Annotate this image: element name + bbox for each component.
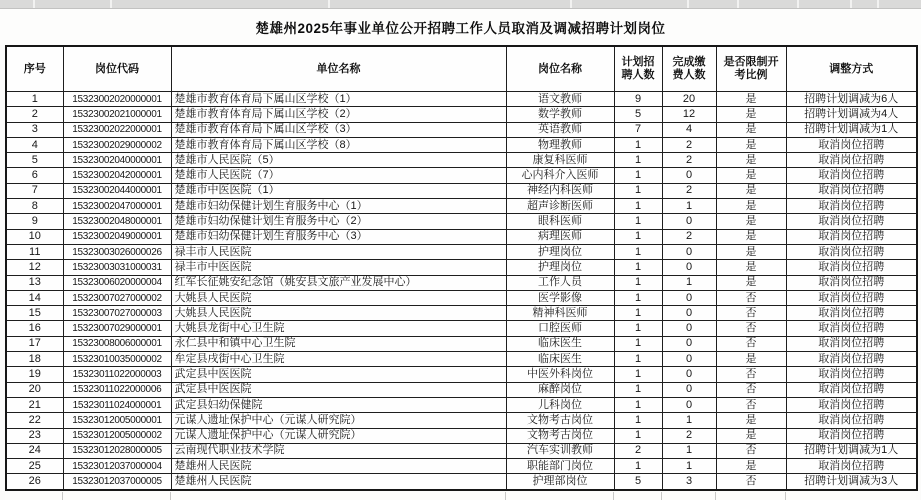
cell-unit: 楚雄州人民医院 bbox=[171, 474, 506, 490]
cell-ratio-limit: 是 bbox=[716, 275, 786, 290]
cell-ratio-limit: 是 bbox=[716, 229, 786, 244]
cell-unit: 楚雄市人民医院（5） bbox=[171, 153, 506, 168]
col-header-paid: 完成缴费人数 bbox=[662, 46, 716, 92]
cell-ratio-limit: 否 bbox=[716, 367, 786, 382]
cell-divider bbox=[328, 0, 330, 8]
cell-unit: 牟定县戌街中心卫生院 bbox=[171, 352, 506, 367]
cell-divider bbox=[33, 0, 35, 8]
cell-divider bbox=[661, 492, 662, 500]
cell-unit: 禄丰市中医医院 bbox=[171, 260, 506, 275]
cell-paid: 2 bbox=[662, 137, 716, 152]
cell-planned: 1 bbox=[614, 260, 662, 275]
cell-adjustment: 取消岗位招聘 bbox=[786, 413, 917, 428]
cell-adjustment: 招聘计划调减为1人 bbox=[786, 443, 917, 458]
cell-paid: 1 bbox=[662, 275, 716, 290]
cell-position: 工作人员 bbox=[506, 275, 614, 290]
cell-unit: 永仁县中和镇中心卫生院 bbox=[171, 336, 506, 351]
cell-code: 15323002049000001 bbox=[63, 229, 171, 244]
cell-adjustment: 取消岗位招聘 bbox=[786, 290, 917, 305]
table-body bbox=[6, 92, 917, 490]
cell-divider bbox=[570, 0, 572, 8]
cell-planned: 1 bbox=[614, 413, 662, 428]
title-band bbox=[0, 9, 921, 45]
cell-code: 15323006020000004 bbox=[63, 275, 171, 290]
table-row bbox=[6, 244, 917, 259]
cell-code: 15323002029000002 bbox=[63, 137, 171, 152]
cell-index: 24 bbox=[6, 443, 63, 458]
cell-unit: 楚雄市教育体育局下属山区学校（1） bbox=[171, 92, 506, 107]
cell-index: 25 bbox=[6, 459, 63, 474]
cell-paid: 0 bbox=[662, 336, 716, 351]
spreadsheet-bottom-edge bbox=[5, 492, 916, 500]
cell-adjustment: 取消岗位招聘 bbox=[786, 382, 917, 397]
cell-ratio-limit: 否 bbox=[716, 290, 786, 305]
cell-code: 15323002047000001 bbox=[63, 199, 171, 214]
cell-ratio-limit: 是 bbox=[716, 168, 786, 183]
cell-planned: 1 bbox=[614, 244, 662, 259]
cell-index: 16 bbox=[6, 321, 63, 336]
cell-index: 13 bbox=[6, 275, 63, 290]
cell-paid: 0 bbox=[662, 214, 716, 229]
cell-planned: 1 bbox=[614, 306, 662, 321]
cell-paid: 0 bbox=[662, 260, 716, 275]
table-row bbox=[6, 382, 917, 397]
cell-planned: 2 bbox=[614, 443, 662, 458]
cell-divider bbox=[737, 0, 739, 8]
col-header-position: 岗位名称 bbox=[506, 46, 614, 92]
cell-code: 15323012028000005 bbox=[63, 443, 171, 458]
cell-code: 15323011024000001 bbox=[63, 397, 171, 412]
cell-unit: 大姚县人民医院 bbox=[171, 290, 506, 305]
table-row bbox=[6, 260, 917, 275]
cell-code: 15323003031000031 bbox=[63, 260, 171, 275]
cell-code: 15323002048000001 bbox=[63, 214, 171, 229]
cell-unit: 武定县中医医院 bbox=[171, 382, 506, 397]
cell-position: 文物考古岗位 bbox=[506, 413, 614, 428]
cell-paid: 1 bbox=[662, 199, 716, 214]
cell-position: 超声诊断医师 bbox=[506, 199, 614, 214]
table-row bbox=[6, 336, 917, 351]
cell-ratio-limit: 是 bbox=[716, 137, 786, 152]
table-header-row bbox=[6, 46, 917, 92]
cell-code: 15323002044000001 bbox=[63, 183, 171, 198]
cell-planned: 1 bbox=[614, 275, 662, 290]
cell-code: 15323007029000001 bbox=[63, 321, 171, 336]
cell-paid: 4 bbox=[662, 122, 716, 137]
col-header-unit: 单位名称 bbox=[171, 46, 506, 92]
cell-paid: 0 bbox=[662, 382, 716, 397]
cell-adjustment: 取消岗位招聘 bbox=[786, 199, 917, 214]
table-row bbox=[6, 137, 917, 152]
cell-adjustment: 取消岗位招聘 bbox=[786, 336, 917, 351]
cell-planned: 1 bbox=[614, 382, 662, 397]
table-row bbox=[6, 290, 917, 305]
cell-ratio-limit: 否 bbox=[716, 397, 786, 412]
cell-paid: 0 bbox=[662, 244, 716, 259]
cell-divider bbox=[62, 492, 63, 500]
cell-ratio-limit: 是 bbox=[716, 413, 786, 428]
cell-index: 17 bbox=[6, 336, 63, 351]
cell-code: 15323012005000002 bbox=[63, 428, 171, 443]
cell-ratio-limit: 否 bbox=[716, 443, 786, 458]
cell-unit: 元谋人遗址保护中心（元谋人研究院） bbox=[171, 413, 506, 428]
col-header-adjustment: 调整方式 bbox=[786, 46, 917, 92]
table-row bbox=[6, 443, 917, 458]
cell-planned: 1 bbox=[614, 397, 662, 412]
cell-planned: 1 bbox=[614, 459, 662, 474]
cell-paid: 0 bbox=[662, 290, 716, 305]
cell-planned: 1 bbox=[614, 229, 662, 244]
cell-planned: 1 bbox=[614, 199, 662, 214]
cell-position: 英语教师 bbox=[506, 122, 614, 137]
cell-divider bbox=[110, 0, 112, 8]
table-row bbox=[6, 352, 917, 367]
cell-code: 15323011022000003 bbox=[63, 367, 171, 382]
cell-position: 心内科介入医师 bbox=[506, 168, 614, 183]
cell-adjustment: 取消岗位招聘 bbox=[786, 459, 917, 474]
table-row bbox=[6, 92, 917, 107]
cell-position: 临床医生 bbox=[506, 336, 614, 351]
cell-ratio-limit: 否 bbox=[716, 382, 786, 397]
cell-unit: 武定县中医医院 bbox=[171, 367, 506, 382]
cell-planned: 1 bbox=[614, 290, 662, 305]
cell-adjustment: 取消岗位招聘 bbox=[786, 137, 917, 152]
page-title: 楚雄州2025年事业单位公开招聘工作人员取消及调减招聘计划岗位 bbox=[255, 21, 666, 36]
cell-unit: 楚雄市教育体育局下属山区学校（3） bbox=[171, 122, 506, 137]
cell-ratio-limit: 是 bbox=[716, 122, 786, 137]
col-header-index: 序号 bbox=[6, 46, 63, 92]
cell-divider bbox=[877, 0, 879, 8]
cell-position: 物理教师 bbox=[506, 137, 614, 152]
cell-unit: 楚雄市人民医院（7） bbox=[171, 168, 506, 183]
cell-ratio-limit: 是 bbox=[716, 199, 786, 214]
cell-index: 14 bbox=[6, 290, 63, 305]
cell-divider bbox=[505, 492, 506, 500]
cell-code: 15323002040000001 bbox=[63, 153, 171, 168]
cell-code: 15323011022000006 bbox=[63, 382, 171, 397]
cell-adjustment: 取消岗位招聘 bbox=[786, 352, 917, 367]
cell-code: 15323002022000001 bbox=[63, 122, 171, 137]
cell-code: 15323003026000026 bbox=[63, 244, 171, 259]
cell-position: 精神科医师 bbox=[506, 306, 614, 321]
cell-position: 神经内科医师 bbox=[506, 183, 614, 198]
cell-divider bbox=[797, 0, 799, 8]
cell-divider bbox=[850, 0, 852, 8]
cell-index: 21 bbox=[6, 397, 63, 412]
cell-divider bbox=[785, 492, 786, 500]
cell-ratio-limit: 否 bbox=[716, 336, 786, 351]
cell-position: 职能部门岗位 bbox=[506, 459, 614, 474]
cell-ratio-limit: 否 bbox=[716, 321, 786, 336]
cell-position: 眼科医师 bbox=[506, 214, 614, 229]
cell-code: 15323010035000002 bbox=[63, 352, 171, 367]
cell-paid: 2 bbox=[662, 229, 716, 244]
cell-planned: 1 bbox=[614, 214, 662, 229]
cell-paid: 0 bbox=[662, 367, 716, 382]
table-row bbox=[6, 214, 917, 229]
cell-position: 临床医生 bbox=[506, 352, 614, 367]
cell-adjustment: 取消岗位招聘 bbox=[786, 214, 917, 229]
cell-unit: 元谋人遗址保护中心（元谋人研究院） bbox=[171, 428, 506, 443]
cell-paid: 0 bbox=[662, 306, 716, 321]
cell-paid: 12 bbox=[662, 107, 716, 122]
cell-index: 15 bbox=[6, 306, 63, 321]
cell-code: 15323002021000001 bbox=[63, 107, 171, 122]
cell-unit: 楚雄市妇幼保健计划生育服务中心（3） bbox=[171, 229, 506, 244]
cell-code: 15323008006000001 bbox=[63, 336, 171, 351]
table-row bbox=[6, 199, 917, 214]
table-row bbox=[6, 122, 917, 137]
cell-unit: 楚雄市妇幼保健计划生育服务中心（2） bbox=[171, 214, 506, 229]
table-row bbox=[6, 397, 917, 412]
cell-divider bbox=[613, 492, 614, 500]
cell-index: 8 bbox=[6, 199, 63, 214]
cell-planned: 1 bbox=[614, 153, 662, 168]
cell-code: 15323012037000004 bbox=[63, 459, 171, 474]
cell-planned: 1 bbox=[614, 367, 662, 382]
col-header-code: 岗位代码 bbox=[63, 46, 171, 92]
cell-ratio-limit: 是 bbox=[716, 260, 786, 275]
cell-index: 18 bbox=[6, 352, 63, 367]
cell-planned: 1 bbox=[614, 137, 662, 152]
spreadsheet-top-edge bbox=[0, 0, 921, 9]
table-row bbox=[6, 474, 917, 490]
cell-code: 15323002020000001 bbox=[63, 92, 171, 107]
cell-position: 病理医师 bbox=[506, 229, 614, 244]
cell-position: 护理岗位 bbox=[506, 260, 614, 275]
table-row bbox=[6, 275, 917, 290]
cell-index: 12 bbox=[6, 260, 63, 275]
cell-paid: 0 bbox=[662, 168, 716, 183]
cell-paid: 1 bbox=[662, 413, 716, 428]
cell-adjustment: 取消岗位招聘 bbox=[786, 244, 917, 259]
cell-unit: 红军长征姚安纪念馆（姚安县文旅产业发展中心） bbox=[171, 275, 506, 290]
cell-index: 2 bbox=[6, 107, 63, 122]
cell-adjustment: 取消岗位招聘 bbox=[786, 153, 917, 168]
cell-unit: 楚雄州人民医院 bbox=[171, 459, 506, 474]
cell-paid: 2 bbox=[662, 428, 716, 443]
cell-index: 4 bbox=[6, 137, 63, 152]
cell-ratio-limit: 是 bbox=[716, 428, 786, 443]
cell-planned: 9 bbox=[614, 92, 662, 107]
cell-divider bbox=[715, 492, 716, 500]
cell-index: 3 bbox=[6, 122, 63, 137]
cell-code: 15323012037000005 bbox=[63, 474, 171, 490]
cell-ratio-limit: 否 bbox=[716, 474, 786, 490]
cell-index: 26 bbox=[6, 474, 63, 490]
cell-index: 11 bbox=[6, 244, 63, 259]
cell-position: 数学教师 bbox=[506, 107, 614, 122]
cell-planned: 1 bbox=[614, 183, 662, 198]
cell-planned: 7 bbox=[614, 122, 662, 137]
cell-unit: 大姚县龙街中心卫生院 bbox=[171, 321, 506, 336]
cell-unit: 武定县妇幼保健院 bbox=[171, 397, 506, 412]
cell-position: 护理部岗位 bbox=[506, 474, 614, 490]
cell-adjustment: 取消岗位招聘 bbox=[786, 306, 917, 321]
cell-ratio-limit: 是 bbox=[716, 153, 786, 168]
col-header-ratio-limit: 是否限制开考比例 bbox=[716, 46, 786, 92]
cell-adjustment: 取消岗位招聘 bbox=[786, 428, 917, 443]
cell-position: 中医外科岗位 bbox=[506, 367, 614, 382]
cell-planned: 1 bbox=[614, 336, 662, 351]
cell-index: 22 bbox=[6, 413, 63, 428]
cell-planned: 5 bbox=[614, 474, 662, 490]
cell-index: 9 bbox=[6, 214, 63, 229]
cell-ratio-limit: 是 bbox=[716, 107, 786, 122]
cell-planned: 1 bbox=[614, 321, 662, 336]
cell-paid: 0 bbox=[662, 352, 716, 367]
cell-paid: 1 bbox=[662, 443, 716, 458]
table-row bbox=[6, 321, 917, 336]
cell-divider bbox=[687, 0, 689, 8]
cell-position: 语文教师 bbox=[506, 92, 614, 107]
cell-adjustment: 取消岗位招聘 bbox=[786, 397, 917, 412]
cell-code: 15323012005000001 bbox=[63, 413, 171, 428]
cell-ratio-limit: 是 bbox=[716, 459, 786, 474]
cell-paid: 0 bbox=[662, 321, 716, 336]
cell-index: 20 bbox=[6, 382, 63, 397]
cell-adjustment: 招聘计划调减为4人 bbox=[786, 107, 917, 122]
cell-position: 儿科岗位 bbox=[506, 397, 614, 412]
cell-planned: 1 bbox=[614, 428, 662, 443]
cell-index: 23 bbox=[6, 428, 63, 443]
cell-ratio-limit: 是 bbox=[716, 183, 786, 198]
table-row bbox=[6, 367, 917, 382]
cell-ratio-limit: 是 bbox=[716, 244, 786, 259]
col-header-planned: 计划招聘人数 bbox=[614, 46, 662, 92]
cell-index: 6 bbox=[6, 168, 63, 183]
cell-adjustment: 取消岗位招聘 bbox=[786, 260, 917, 275]
cell-code: 15323002042000001 bbox=[63, 168, 171, 183]
cell-index: 5 bbox=[6, 153, 63, 168]
cell-code: 15323007027000003 bbox=[63, 306, 171, 321]
cell-position: 护理岗位 bbox=[506, 244, 614, 259]
table-row bbox=[6, 428, 917, 443]
cell-position: 文物考古岗位 bbox=[506, 428, 614, 443]
cell-position: 口腔医师 bbox=[506, 321, 614, 336]
cell-position: 康复科医师 bbox=[506, 153, 614, 168]
cell-position: 麻醉岗位 bbox=[506, 382, 614, 397]
cell-code: 15323007027000002 bbox=[63, 290, 171, 305]
cell-paid: 0 bbox=[662, 397, 716, 412]
table-row bbox=[6, 153, 917, 168]
cell-ratio-limit: 否 bbox=[716, 306, 786, 321]
cell-planned: 1 bbox=[614, 352, 662, 367]
cell-adjustment: 取消岗位招聘 bbox=[786, 275, 917, 290]
cell-planned: 1 bbox=[614, 168, 662, 183]
cell-position: 医学影像 bbox=[506, 290, 614, 305]
cell-unit: 楚雄市中医医院（1） bbox=[171, 183, 506, 198]
cell-adjustment: 招聘计划调减为6人 bbox=[786, 92, 917, 107]
cell-adjustment: 招聘计划调减为3人 bbox=[786, 474, 917, 490]
cell-unit: 楚雄市妇幼保健计划生育服务中心（1） bbox=[171, 199, 506, 214]
recruitment-table bbox=[5, 45, 918, 491]
cell-ratio-limit: 是 bbox=[716, 92, 786, 107]
table-row bbox=[6, 229, 917, 244]
cell-index: 19 bbox=[6, 367, 63, 382]
cell-paid: 2 bbox=[662, 153, 716, 168]
cell-index: 1 bbox=[6, 92, 63, 107]
cell-position: 汽车实训教师 bbox=[506, 443, 614, 458]
cell-unit: 云南现代职业技术学院 bbox=[171, 443, 506, 458]
cell-unit: 大姚县人民医院 bbox=[171, 306, 506, 321]
cell-adjustment: 取消岗位招聘 bbox=[786, 229, 917, 244]
cell-divider bbox=[170, 492, 171, 500]
cell-paid: 2 bbox=[662, 183, 716, 198]
table-row bbox=[6, 413, 917, 428]
cell-planned: 5 bbox=[614, 107, 662, 122]
cell-paid: 20 bbox=[662, 92, 716, 107]
cell-index: 10 bbox=[6, 229, 63, 244]
cell-ratio-limit: 是 bbox=[716, 214, 786, 229]
cell-unit: 楚雄市教育体育局下属山区学校（2） bbox=[171, 107, 506, 122]
table-row bbox=[6, 168, 917, 183]
cell-adjustment: 取消岗位招聘 bbox=[786, 321, 917, 336]
cell-ratio-limit: 是 bbox=[716, 352, 786, 367]
cell-unit: 楚雄市教育体育局下属山区学校（8） bbox=[171, 137, 506, 152]
table-row bbox=[6, 459, 917, 474]
cell-adjustment: 取消岗位招聘 bbox=[786, 168, 917, 183]
cell-paid: 3 bbox=[662, 474, 716, 490]
cell-paid: 1 bbox=[662, 459, 716, 474]
table-row bbox=[6, 306, 917, 321]
cell-unit: 禄丰市人民医院 bbox=[171, 244, 506, 259]
cell-index: 7 bbox=[6, 183, 63, 198]
table-row bbox=[6, 107, 917, 122]
cell-adjustment: 招聘计划调减为1人 bbox=[786, 122, 917, 137]
cell-adjustment: 取消岗位招聘 bbox=[786, 183, 917, 198]
table-row bbox=[6, 183, 917, 198]
cell-adjustment: 取消岗位招聘 bbox=[786, 367, 917, 382]
